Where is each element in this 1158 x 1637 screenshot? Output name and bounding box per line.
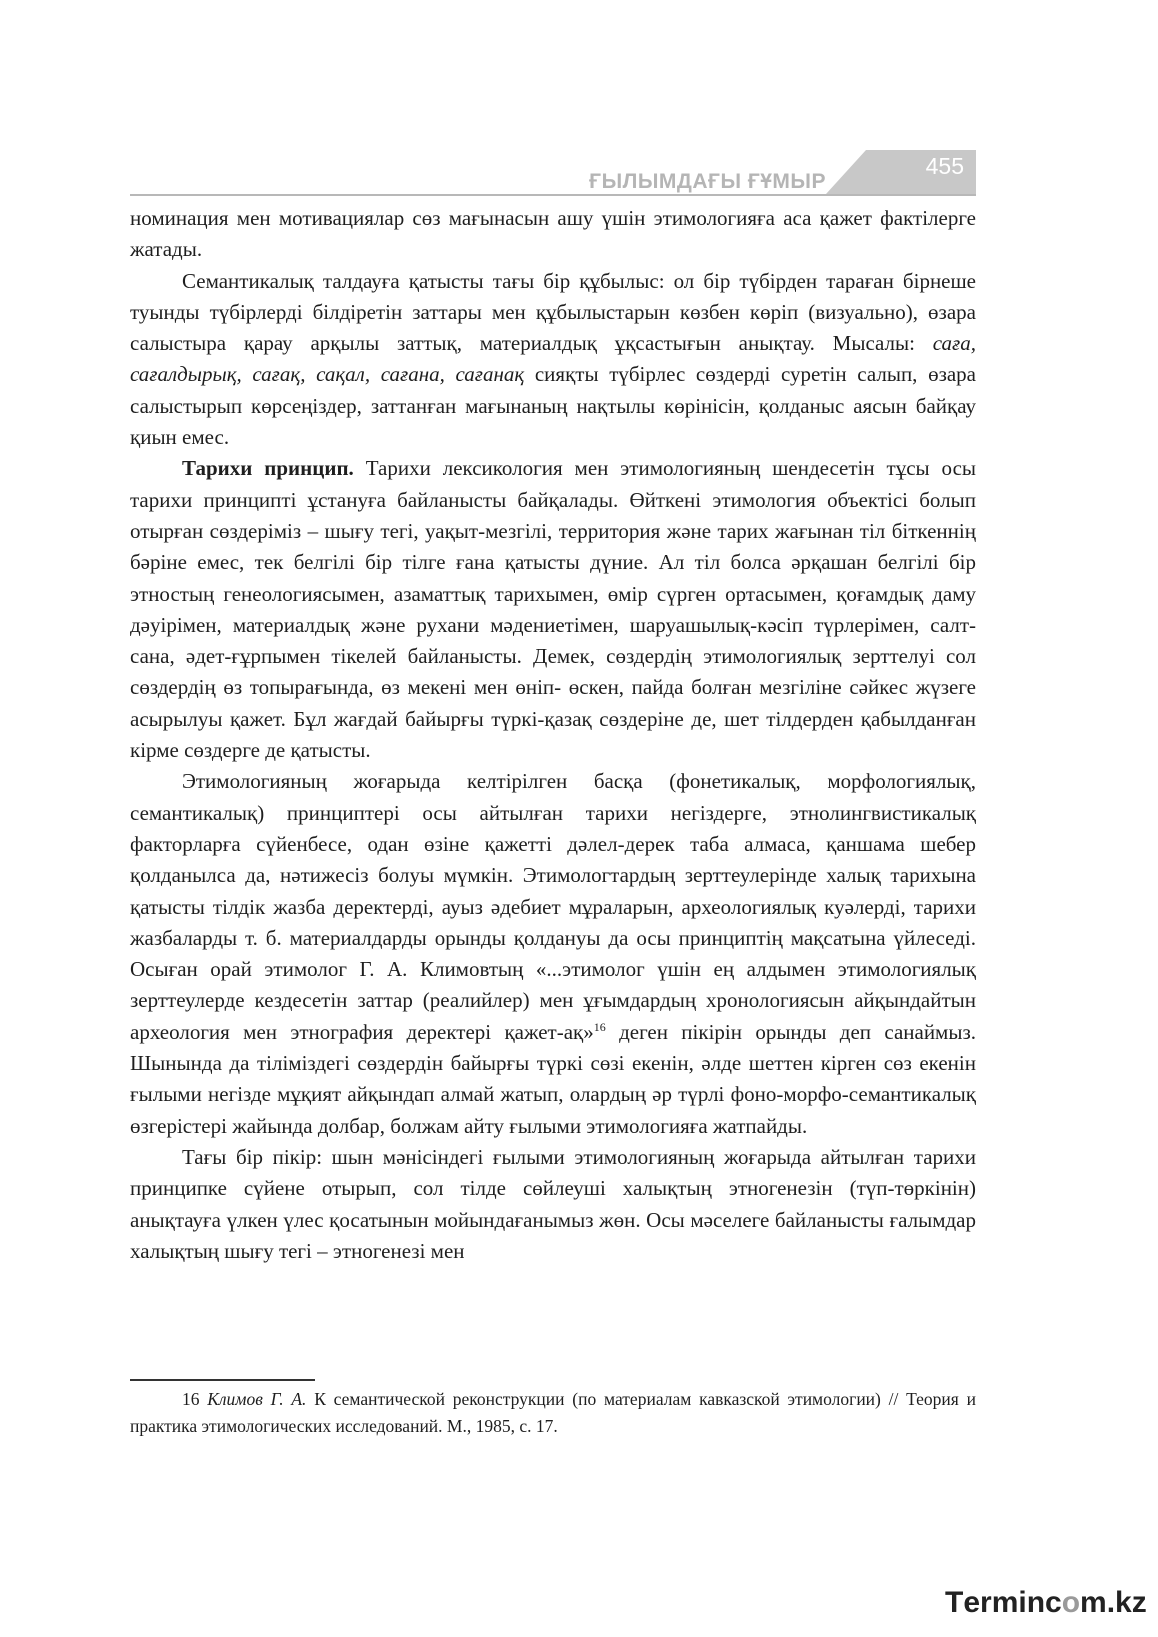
watermark-o: o xyxy=(1061,1586,1081,1619)
running-header xyxy=(130,150,976,196)
footnote-number: 16 xyxy=(182,1389,200,1409)
paragraph-5: Тағы бір пікір: шын мәнісіндегі ғылыми этимологияның жоғарыда айтылған тарихи принципке сүйене отырып, сол тілде сөйлеуші халықтың этногенезін (түп-төркінін) анықтауға үлкен үлес қосатынын мойындағанымыз жөн. Осы мәселеге байланысты ғалымдар халықтың шығу тегі – этногенезі мен xyxy=(130,1144,976,1263)
paragraph-4-text: Этимологияның жоғарыда келтірілген басқа (фонетикалық, морфологиялық, семантикалық) принциптері осы айтылған тарихи негіздерге, этнолингвистикалық факторларға сүйенбесе, одан өзіне қажетті дәлел-дерек таба алмаса, қаншама шебер қолданылса да, нәтижесіз болуы мүмкін. Этимологтардың зерттеулерінде халық тарихына қатысты тілдік жазба деректерді, ауыз әдебиет мұраларын, археологиялық куәлерді, тарихи жазбаларды т. б. материалдарды орынды қолдануы да осы принциптің мақсатына үйлеседі. Осыған орай этимолог Г. А. Климовтың «...этимолог үшін ең алдымен этимологиялық зерттеулерде кездесетін заттар (реалийлер) мен ұғымдардың хронологиясын айқындайтын археология мен этнография деректері қажет-ақ» xyxy=(130,769,976,1044)
watermark-t: T xyxy=(945,1586,964,1619)
header-rule xyxy=(130,194,976,196)
footnote-text: К семантической реконструкции (по материалам кавказской этимологии) // Теория и практика этимологических исследований. М., 1985, с. 17. xyxy=(130,1389,976,1436)
watermark-text: erminc xyxy=(963,1586,1062,1619)
footnote-reference[interactable]: 16 xyxy=(593,1019,606,1034)
main-text xyxy=(130,203,976,1267)
page-number: 455 xyxy=(925,153,964,179)
footnote-rule xyxy=(130,1379,315,1381)
paragraph-2 xyxy=(130,266,976,454)
section-heading-historical-principle: Тарихи принцип. xyxy=(182,456,354,481)
footnote-author: Климов Г. А. xyxy=(207,1389,307,1409)
paragraph-3 xyxy=(130,453,976,766)
paragraph-3-text: Тарихи лексикология мен этимологияның шендесетін тұсы осы тарихи принципті ұстануға байланысты байқалады. Өйткені этимология объектісі болып отырған сөздеріміз – шығу тегі, уақыт-мезгілі, территория және тарих жағынан тіл біткеннің бәріне емес, тек белгілі бір тілге ғана қатысты дүние. Ал тіл болса әрқашан белгілі бір этностың генеологиясымен, азаматтық тарихымен, өмір сүрген ортасымен, қоғамдық даму дәуірімен, материалдық және рухани мәдениетімен, шаруашылық-кәсіп түрлерімен, салт-сана, әдет-ғұрпымен тікелей байланысты. Демек, сөздердің этимологиялық зерттелуі сол сөздердің өз топырағында, өз мекені мен өніп- өскен, пайда болған мезгіліне сәйкес жүзеге асырылуы қажет. Бұл жағдай байырғы түркі-қазақ сөздеріне де, шет тілдерден қабылданған кірме сөздерге де қатысты. xyxy=(130,456,977,763)
site-watermark xyxy=(945,1583,1147,1623)
paragraph-2-text: Семантикалық талдауға қатысты тағы бір құбылыс: ол бір түбірден тараған бірнеше туынды түбірлерді білдіретін заттары мен құбылыстарын көзбен көріп (визуально), өзара салыстыра қарау арқылы заттық, материалдық ұқсастығын анықтау. Мысалы: xyxy=(130,268,976,356)
paragraph-1: номинация мен мотивациялар сөз мағынасын ашу үшін этимологияға аса қажет фактілерге жатады. xyxy=(130,206,976,262)
running-header-title: ҒЫЛЫМДАҒЫ ҒҰМЫР xyxy=(589,170,826,193)
paragraph-4-text-end: деген пікірін орынды деп санаймыз. Шынында да тіліміздегі сөздердін байырғы түркі сөзі екенін, әлде шеттен кірген сөз екенін ғылыми негізде мұқият айқындап алмай жатып, олардың әр түрлі фоно-морфо-семантикалық өзгерістері жайында долбар, болжам айту ғылыми этимологияға жатпайды. xyxy=(130,1019,977,1138)
paragraph-2-examples: саға, сағалдырық, сағақ, сақал, сағана, сағанақ xyxy=(130,331,976,387)
watermark-domain: m.kz xyxy=(1080,1586,1147,1619)
footnote xyxy=(130,1386,976,1440)
paragraph-4 xyxy=(130,766,976,1142)
paragraph-2-text-end: сияқты түбірлес сөздерді суретін салып, өзара салыстырып көрсеңіздер, заттанған мағынаның нақтылы көрінісін, қолданыс аясын байқау қиын емес. xyxy=(130,362,977,450)
